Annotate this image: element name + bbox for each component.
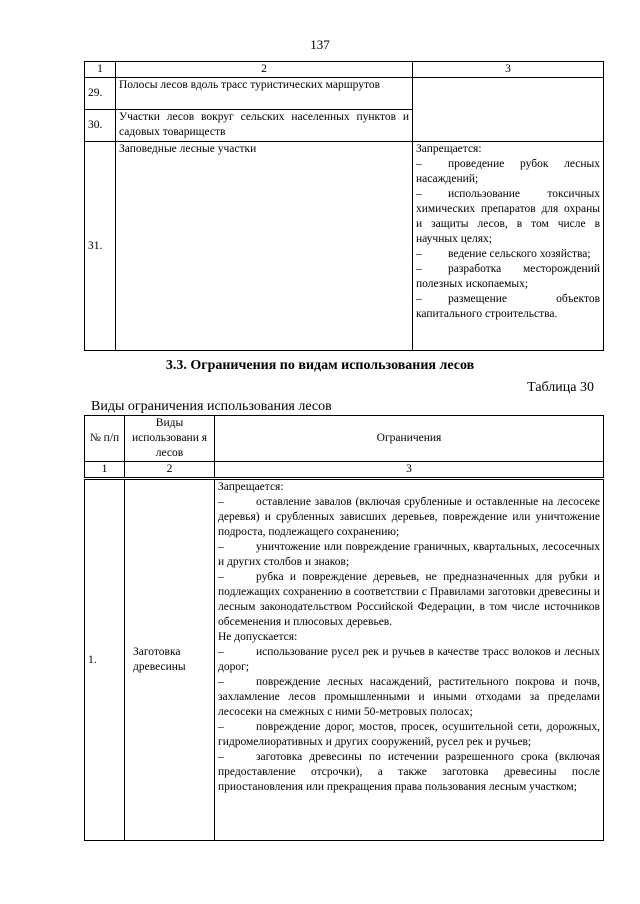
- restrictions-cell: [413, 142, 604, 351]
- list-item: – рубка и повреждение деревьев, не предназначенных для рубки и подлежащих сохранению в соответствии с Правилами заготовки древесины и лесным законодательством Российской Федерации, в том числе источников обсеменения и плюсовых деревьев.: [218, 571, 600, 628]
- table-column-numbers-row: [85, 462, 604, 479]
- row-number: 30.: [85, 110, 116, 142]
- list-item: – повреждение лесных насаждений, растительного покрова и почв, захламление лесов промышленными и иными отходами за пределами лесосеки на смежных с ними 50-метровых полосах;: [218, 676, 600, 718]
- list-item: – оставление завалов (включая срубленные и оставленные на лесосеке деревья) и срубленных зависших деревьев, повреждение или уничтожение подроста, подлежащего сохранению;: [218, 496, 600, 538]
- table-title: Виды ограничения использования лесов: [91, 399, 332, 414]
- row-number: 1.: [85, 479, 125, 841]
- table-row: [85, 78, 604, 110]
- list-item: – уничтожение или повреждение граничных, квартальных, лесосечных и других столбов и знаков;: [218, 541, 600, 568]
- restrictions-cell: [215, 479, 604, 841]
- list-item: – проведение рубок лесных насаждений;: [416, 158, 600, 185]
- not-allowed-intro: Не допускается:: [218, 631, 298, 643]
- col-number-2: 2: [125, 462, 215, 479]
- col-number-1: 1: [85, 462, 125, 479]
- list-item: – заготовка древесины по истечении разрешенного срока (включая предоставление отсрочки), а также заготовка древесины после приостановления или прекращения права пользования лесным участком;: [218, 751, 600, 793]
- list-item: – использование русел рек и ручьев в качестве трасс волоков и лесных дорог;: [218, 646, 600, 673]
- area-name: Заповедные лесные участки: [116, 142, 413, 351]
- table-row: [85, 142, 604, 351]
- col-number-3: 3: [413, 62, 604, 78]
- list-item: – ведение сельского хозяйства;: [416, 248, 591, 260]
- list-item: – использование токсичных химических препаратов для охраны и защиты лесов, в том числе в научных целях;: [416, 188, 600, 245]
- table-caption: Таблица 30: [527, 380, 594, 395]
- usage-type: Заготовка древесины: [125, 479, 215, 841]
- section-heading: 3.3. Ограничения по видам использования лесов: [165, 358, 475, 373]
- area-name: Участки лесов вокруг сельских населенных пунктов и садовых товариществ: [116, 110, 413, 142]
- col-header-restrictions: Ограничения: [215, 416, 604, 462]
- row-number: 31.: [85, 142, 116, 351]
- table-header-row: [85, 416, 604, 462]
- list-item: – повреждение дорог, мостов, просек, осушительной сети, дорожных, гидромелиоративных и других сооружений, русел рек и ручьев;: [218, 721, 600, 748]
- col-header-number: № п/п: [85, 416, 125, 462]
- prohibited-intro: Запрещается:: [218, 481, 284, 493]
- col-number-1: 1: [85, 62, 116, 78]
- forest-areas-table: [84, 61, 604, 351]
- col-number-2: 2: [116, 62, 413, 78]
- col-header-usage-type: Виды использовани я лесов: [125, 416, 215, 462]
- area-name: Полосы лесов вдоль трасс туристических маршрутов: [116, 78, 413, 110]
- list-item: – размещение объектов капитального строительства.: [416, 293, 600, 320]
- col-number-3: 3: [215, 462, 604, 479]
- table-row: [85, 479, 604, 841]
- restriction-empty-cell: [413, 78, 604, 142]
- page-number: 137: [310, 37, 330, 52]
- list-item: – разработка месторождений полезных ископаемых;: [416, 263, 600, 290]
- table-header-row: [85, 62, 604, 78]
- row-number: 29.: [85, 78, 116, 110]
- restriction-intro: Запрещается:: [416, 143, 482, 155]
- usage-restrictions-table: [84, 415, 604, 841]
